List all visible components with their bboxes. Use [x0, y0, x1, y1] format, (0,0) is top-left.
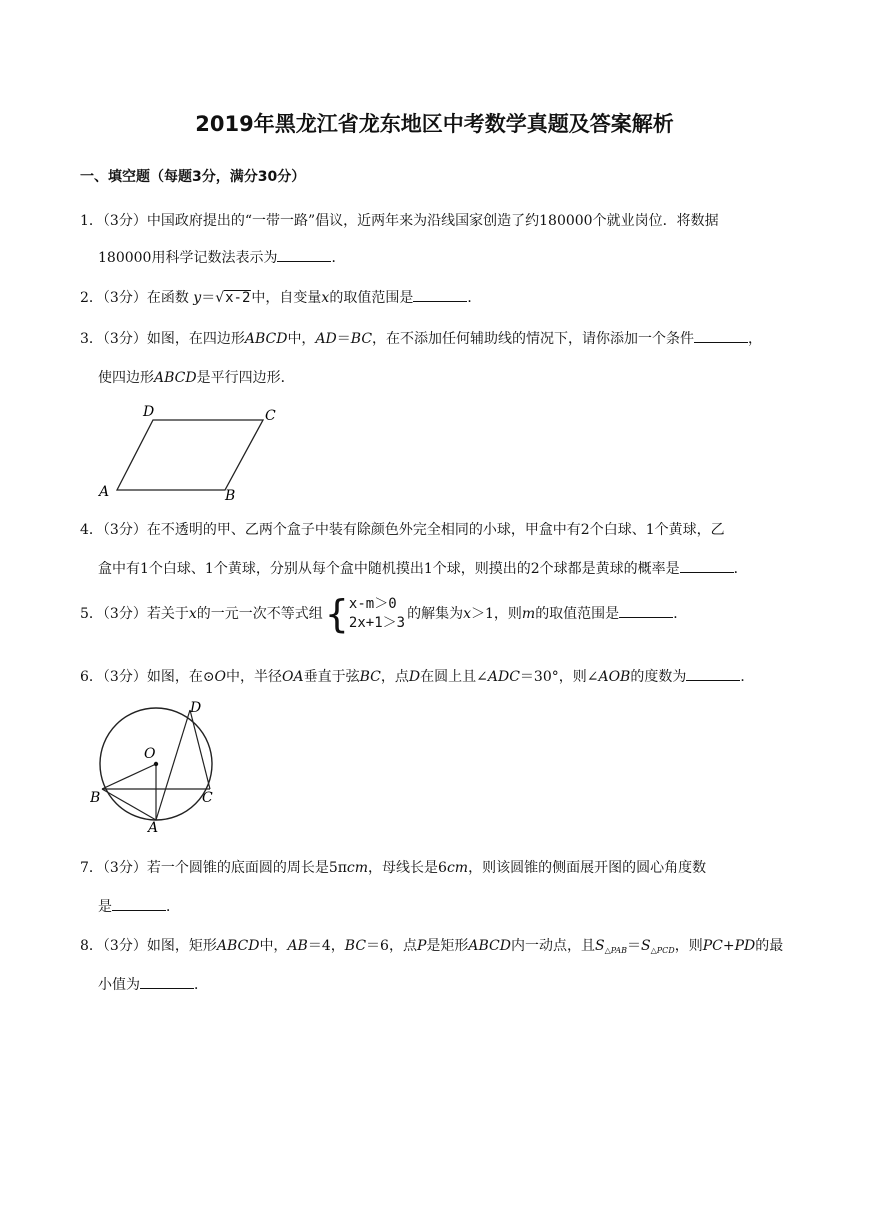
- question-3-line-1: 3．（3分）如图，在四边形ABCD中，AD＝BC，在不添加任何辅助线的情况下，请你添加一个条件 ，: [80, 331, 763, 347]
- label-a: A: [148, 820, 159, 836]
- answer-blank: [277, 248, 331, 262]
- label-d: D: [190, 700, 202, 716]
- segment-ad: [156, 710, 190, 820]
- question-1-line-1: 1．（3分）中国政府提出的“一带一路”倡议，近两年来为沿线国家创造了约180000个就业岗位．将数据: [80, 213, 719, 229]
- question-7-line-1: 7．（3分）若一个圆锥的底面圆的周长是5πcm，母线长是6cm，则该圆锥的侧面展开图的圆心角度数: [80, 860, 707, 876]
- question-8-line-1: 8．（3分）如图，矩形ABCD中，AB＝4，BC＝6，点P是矩形ABCD内一动点，且$S_{\triangle PAB}=S_{\triangle PCD}$，则PC+PD的最: [80, 938, 784, 955]
- question-4-line-2: 盒中有1个白球、1个黄球，分别从每个盒中随机摸出1个球，则摸出的2个球都是黄球的概率是 ．: [98, 561, 748, 577]
- question-8-line-2: 小值为 ．: [98, 977, 208, 993]
- sqrt-sign: √: [215, 290, 225, 306]
- segment-dc: [190, 710, 210, 789]
- inequality-system: { x-m＞0 2x+1＞3: [324, 592, 406, 636]
- answer-blank: [619, 604, 673, 618]
- answer-blank: [680, 559, 734, 573]
- question-7-line-2: 是 ．: [98, 899, 180, 915]
- label-d: D: [143, 404, 155, 420]
- label-a: A: [99, 484, 110, 500]
- section-heading: 一、填空题（每题3分，满分30分）: [80, 169, 306, 185]
- segment-ba: [102, 789, 156, 820]
- question-3-line-2: 使四边形ABCD是平行四边形．: [98, 370, 295, 386]
- center-point: [154, 762, 158, 766]
- parallelogram-figure: [95, 400, 285, 505]
- question-6: 6．（3分）如图，在⊙O中，半径OA垂直于弦BC，点D在圆上且∠ADC＝30°，则∠AOB的度数为 ．: [80, 669, 755, 685]
- circle-figure: [90, 696, 225, 836]
- radicand: x-2: [225, 290, 251, 306]
- label-c: C: [202, 790, 213, 806]
- label-o: O: [144, 746, 156, 762]
- label-c: C: [265, 408, 276, 424]
- brace-icon: {: [324, 592, 349, 636]
- question-4-line-1: 4．（3分）在不透明的甲、乙两个盒子中装有除颜色外完全相同的小球，甲盒中有2个白球、1个黄球，乙: [80, 522, 725, 538]
- page-title: 2019年黑龙江省龙东地区中考数学真题及答案解析: [195, 112, 674, 136]
- question-1-line-2: 180000用科学记数法表示为 ．: [98, 250, 346, 266]
- label-b: B: [90, 790, 101, 806]
- parallelogram-shape: [117, 420, 263, 490]
- answer-blank: [694, 329, 748, 343]
- answer-blank: [413, 288, 467, 302]
- question-2: 2．（3分）在函数 y＝√x-2中，自变量x的取值范围是 ．: [80, 290, 482, 306]
- label-b: B: [225, 488, 236, 504]
- segment-ob: [102, 764, 156, 789]
- answer-blank: [686, 667, 740, 681]
- answer-blank: [112, 897, 166, 911]
- answer-blank: [140, 975, 194, 989]
- question-5: 5．（3分）若关于x的一元一次不等式组{ x-m＞0 2x+1＞3 的解集为x＞1，则m的取值范围是 ．: [80, 592, 688, 636]
